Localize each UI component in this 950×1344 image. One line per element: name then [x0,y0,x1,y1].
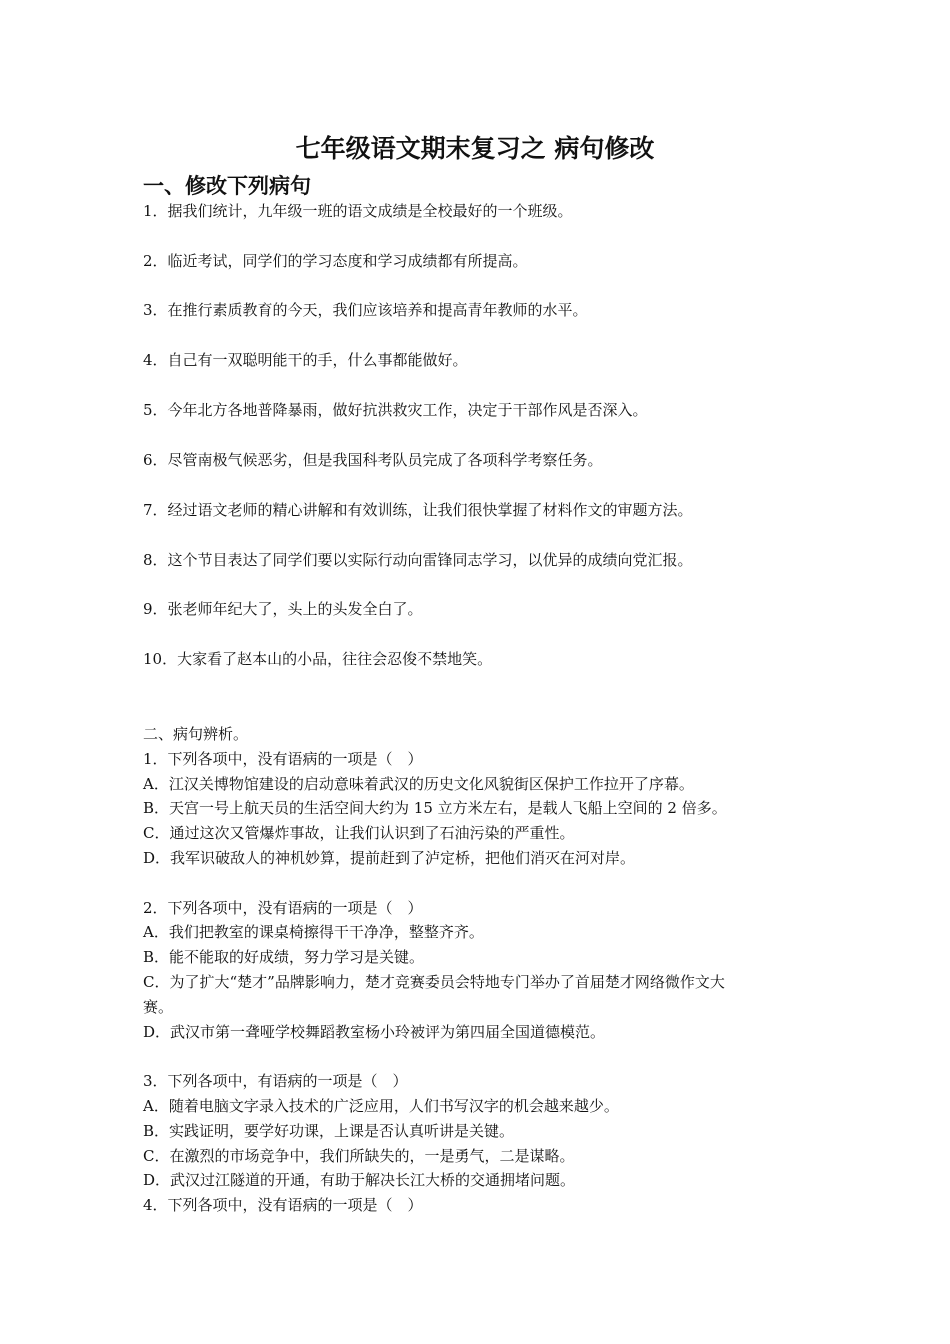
question-option: D．武汉市第一聋哑学校舞蹈教室杨小玲被评为第四届全国道德模范。 [143,1022,606,1041]
question-option: B．实践证明，要学好功课，上课是否认真听讲是关键。 [143,1121,515,1140]
question-option: D．我军识破敌人的神机妙算，提前赶到了泸定桥，把他们消灭在河对岸。 [143,848,636,867]
sentence-item: 7．经过语文老师的精心讲解和有效训练，让我们很快掌握了材料作文的审题方法。 [143,501,693,519]
sentence-item: 8．这个节目表达了同学们要以实际行动向雷锋同志学习，以优异的成绩向党汇报。 [143,551,693,569]
spacer [143,1044,813,1069]
sentence-item: 2．临近考试，同学们的学习态度和学习成绩都有所提高。 [143,252,528,270]
question-option: C．为了扩大“楚才”品牌影响力，楚才竞赛委员会特地专门举办了首届楚才网络微作文大 [143,972,725,991]
question-option: 赛。 [143,997,174,1016]
sentence-item: 1．据我们统计，九年级一班的语文成绩是全校最好的一个班级。 [143,202,573,220]
sentence-item: 10．大家看了赵本山的小品，往往会忍俊不禁地笑。 [143,650,493,668]
spacer [143,871,813,896]
question-option: B．能不能取的好成绩，努力学习是关键。 [143,948,425,967]
question-option: C．在激烈的市场竞争中，我们所缺失的，一是勇气，二是谋略。 [143,1146,575,1165]
section2 [143,722,813,1218]
question-option: B．天宫一号上航天员的生活空间大约为 15 立方米左右，是载人飞船上空间的 2 倍多。 [143,799,727,818]
sentence-item: 6．尽管南极气候恶劣，但是我国科考队员完成了各项科学考察任务。 [143,451,603,469]
question-option: A．我们把教室的课桌椅擦得干干净净，整整齐齐。 [143,923,484,942]
question-option: D．武汉过江隧道的开通，有助于解决长江大桥的交通拥堵问题。 [143,1171,576,1190]
sentence-item: 5．今年北方各地普降暴雨，做好抗洪救灾工作，决定于干部作风是否深入。 [143,401,648,419]
section1-heading: 一、修改下列病句 [143,174,311,198]
sentence-item: 3．在推行素质教育的今天，我们应该培养和提高青年教师的水平。 [143,301,588,319]
question-option: C．通过这次又管爆炸事故，让我们认识到了石油污染的严重性。 [143,824,575,843]
question-stem: 4．下列各项中，没有语病的一项是（ ） [143,1196,423,1215]
question-stem: 1．下列各项中，没有语病的一项是（ ） [143,749,423,768]
question-option: A．随着电脑文字录入技术的广泛应用，人们书写汉字的机会越来越少。 [143,1096,619,1115]
question-option: A．江汉关博物馆建设的启动意味着武汉的历史文化风貌街区保护工作拉开了序幕。 [143,774,694,793]
question-stem: 2．下列各项中，没有语病的一项是（ ） [143,898,423,917]
page-title: 七年级语文期末复习之 病句修改 [295,134,655,163]
sentence-item: 4．自己有一双聪明能干的手，什么事都能做好。 [143,351,468,369]
section2-heading: 二、病句辨析。 [143,725,249,743]
question-stem: 3．下列各项中，有语病的一项是（ ） [143,1072,408,1091]
sentence-item: 9．张老师年纪大了，头上的头发全白了。 [143,600,423,618]
